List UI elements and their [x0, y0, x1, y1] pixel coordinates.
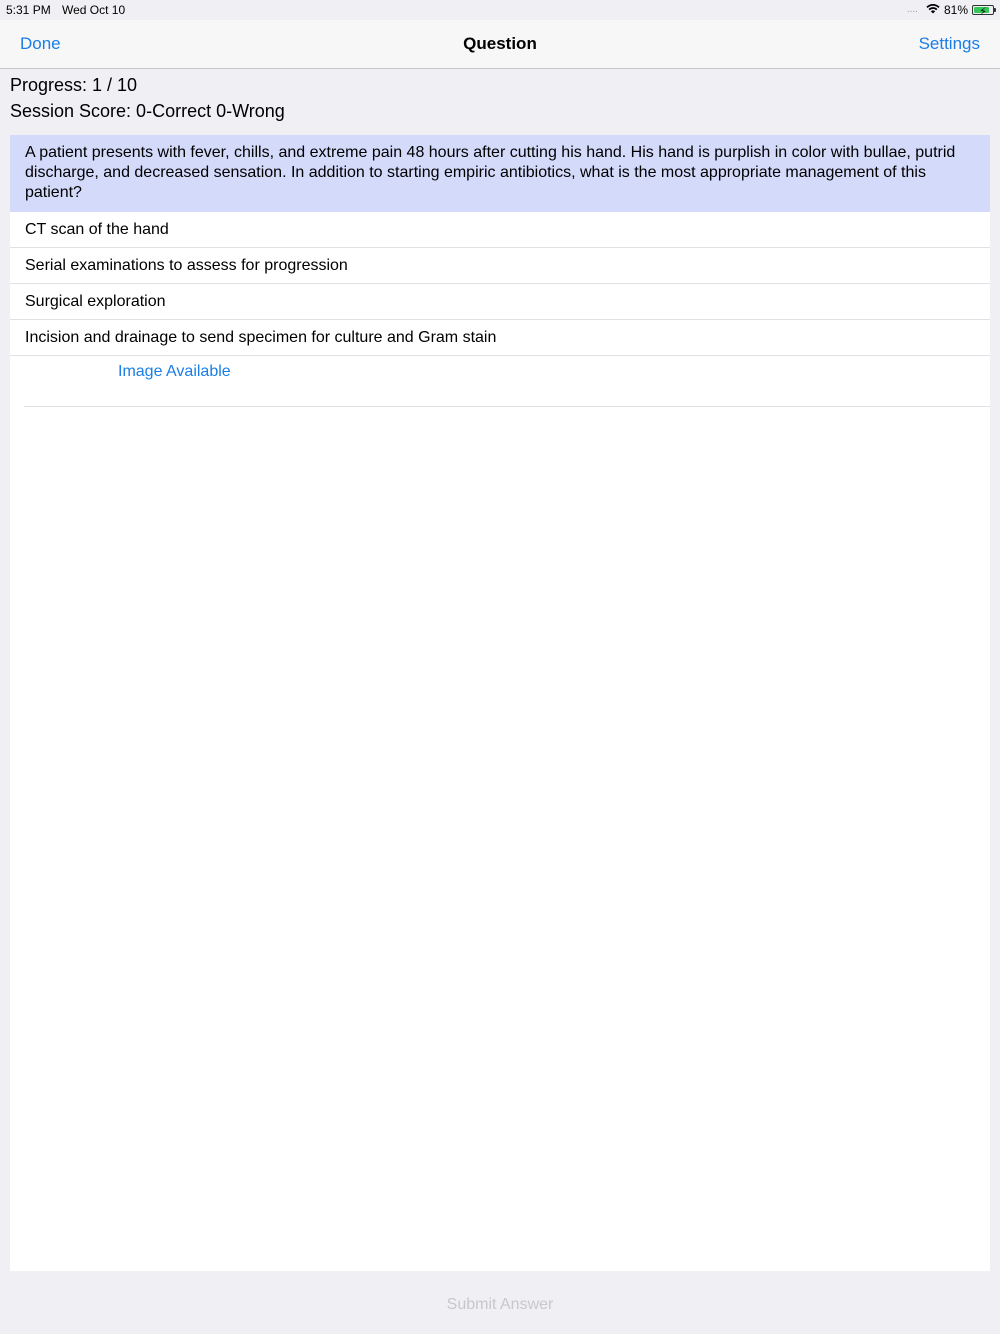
signal-dots: .... — [906, 4, 918, 15]
answer-option[interactable]: Serial examinations to assess for progression — [10, 248, 990, 284]
session-info — [10, 72, 285, 124]
wifi-icon — [926, 0, 940, 20]
status-right — [907, 0, 994, 20]
battery-percent: 81% — [943, 3, 968, 17]
page-title: Question — [463, 34, 537, 53]
session-score-label: Session Score: 0-Correct 0-Wrong — [10, 101, 285, 121]
submit-answer-button[interactable]: Submit Answer — [446, 1296, 554, 1313]
question-text: A patient presents with fever, chills, and extreme pain 48 hours after cutting his hand. His hand is purplish in color with bullae, putrid discharge, and decreased sensation. In addition to starting empiric antibiotics, what is the most appropriate management of this patient? — [10, 135, 990, 212]
answer-option[interactable]: Incision and drainage to send specimen for culture and Gram stain — [10, 320, 990, 356]
done-button[interactable]: Done — [20, 34, 61, 53]
image-row — [24, 356, 990, 407]
answer-option[interactable]: CT scan of the hand — [10, 212, 990, 248]
battery-icon — [972, 5, 994, 18]
answer-list — [10, 212, 990, 356]
status-time: 5:31 PM — [6, 3, 51, 17]
image-available-link[interactable]: Image Available — [118, 363, 231, 380]
navigation-bar — [0, 20, 1000, 69]
answer-option[interactable]: Surgical exploration — [10, 284, 990, 320]
status-bar — [0, 0, 1000, 20]
status-date: Wed Oct 10 — [62, 3, 126, 17]
charging-bolt-icon: ⚡ — [979, 6, 987, 18]
question-panel — [10, 135, 990, 1271]
progress-label: Progress: 1 / 10 — [10, 75, 138, 95]
settings-button[interactable]: Settings — [918, 34, 980, 53]
